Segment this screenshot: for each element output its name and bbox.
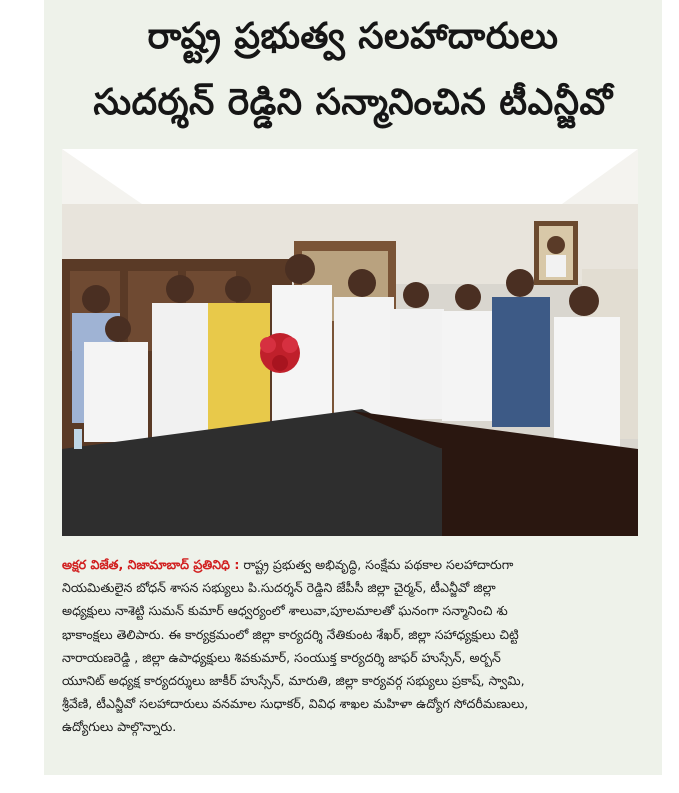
article-line: నియమితులైన బోధన్ శాసన సభ్యులు పి.సుదర్శన్ రెడ్డిని జేపీసీ జిల్లా చైర్మన్, టీఎన్జీవో జిల్లా	[62, 580, 496, 596]
article-line: రాష్ట్ర ప్రభుత్వ అభివృద్ధి, సంక్షేమ పథకాల సలహాదారుగా	[243, 557, 514, 572]
article-line: నారాయణరెడ్డి , జిల్లా ఉపాధ్యక్షులు శివకుమార్, సంయుక్త కార్యదర్శి జాఫర్ హుస్సేన్, అర్బన్	[62, 649, 501, 665]
article-line: యూనిట్ అధ్యక్ష కార్యదర్శులు జాకీర్ హుస్సేన్, మారుతి, జిల్లా కార్యవర్గ సభ్యులు ప్రకాష్, స్వామి,	[62, 673, 525, 689]
headline-line-1: రాష్ట్ర ప్రభుత్వ సలహాదారులు	[147, 16, 559, 57]
article-line: శ్రీవేణి, టీఎన్జీవో సలహాదారులు వనమాల సుధాకర్, వివిధ శాఖల మహిళా ఉద్యోగ సోదరీమణులు,	[62, 696, 529, 712]
article-line: ఉద్యోగులు పాల్గొన్నారు.	[62, 719, 177, 735]
article-line: భాకాంక్షలు తెలిపారు. ఈ కార్యక్రమంలో జిల్లా కార్యదర్శి నేతికుంట శేఖర్, జిల్లా సహాధ్యక్షులు చిట్టి	[62, 626, 519, 642]
article-body	[62, 553, 638, 739]
headline-line-2: సుదర్శన్ రెడ్డిని సన్మానించిన టీఎన్జీవో	[93, 82, 613, 123]
felicitation-photo-illustration	[62, 149, 638, 536]
article-dateline: అక్షర విజేత, నిజామాబాద్ ప్రతినిధి :	[62, 557, 240, 572]
article-line: అధ్యక్షులు నాశెట్టి సుమన్ కుమార్ ఆధ్వర్యంలో శాలువా,పూలమాలతో ఘనంగా సన్మానించి శు	[62, 603, 508, 619]
news-photo	[62, 149, 638, 536]
